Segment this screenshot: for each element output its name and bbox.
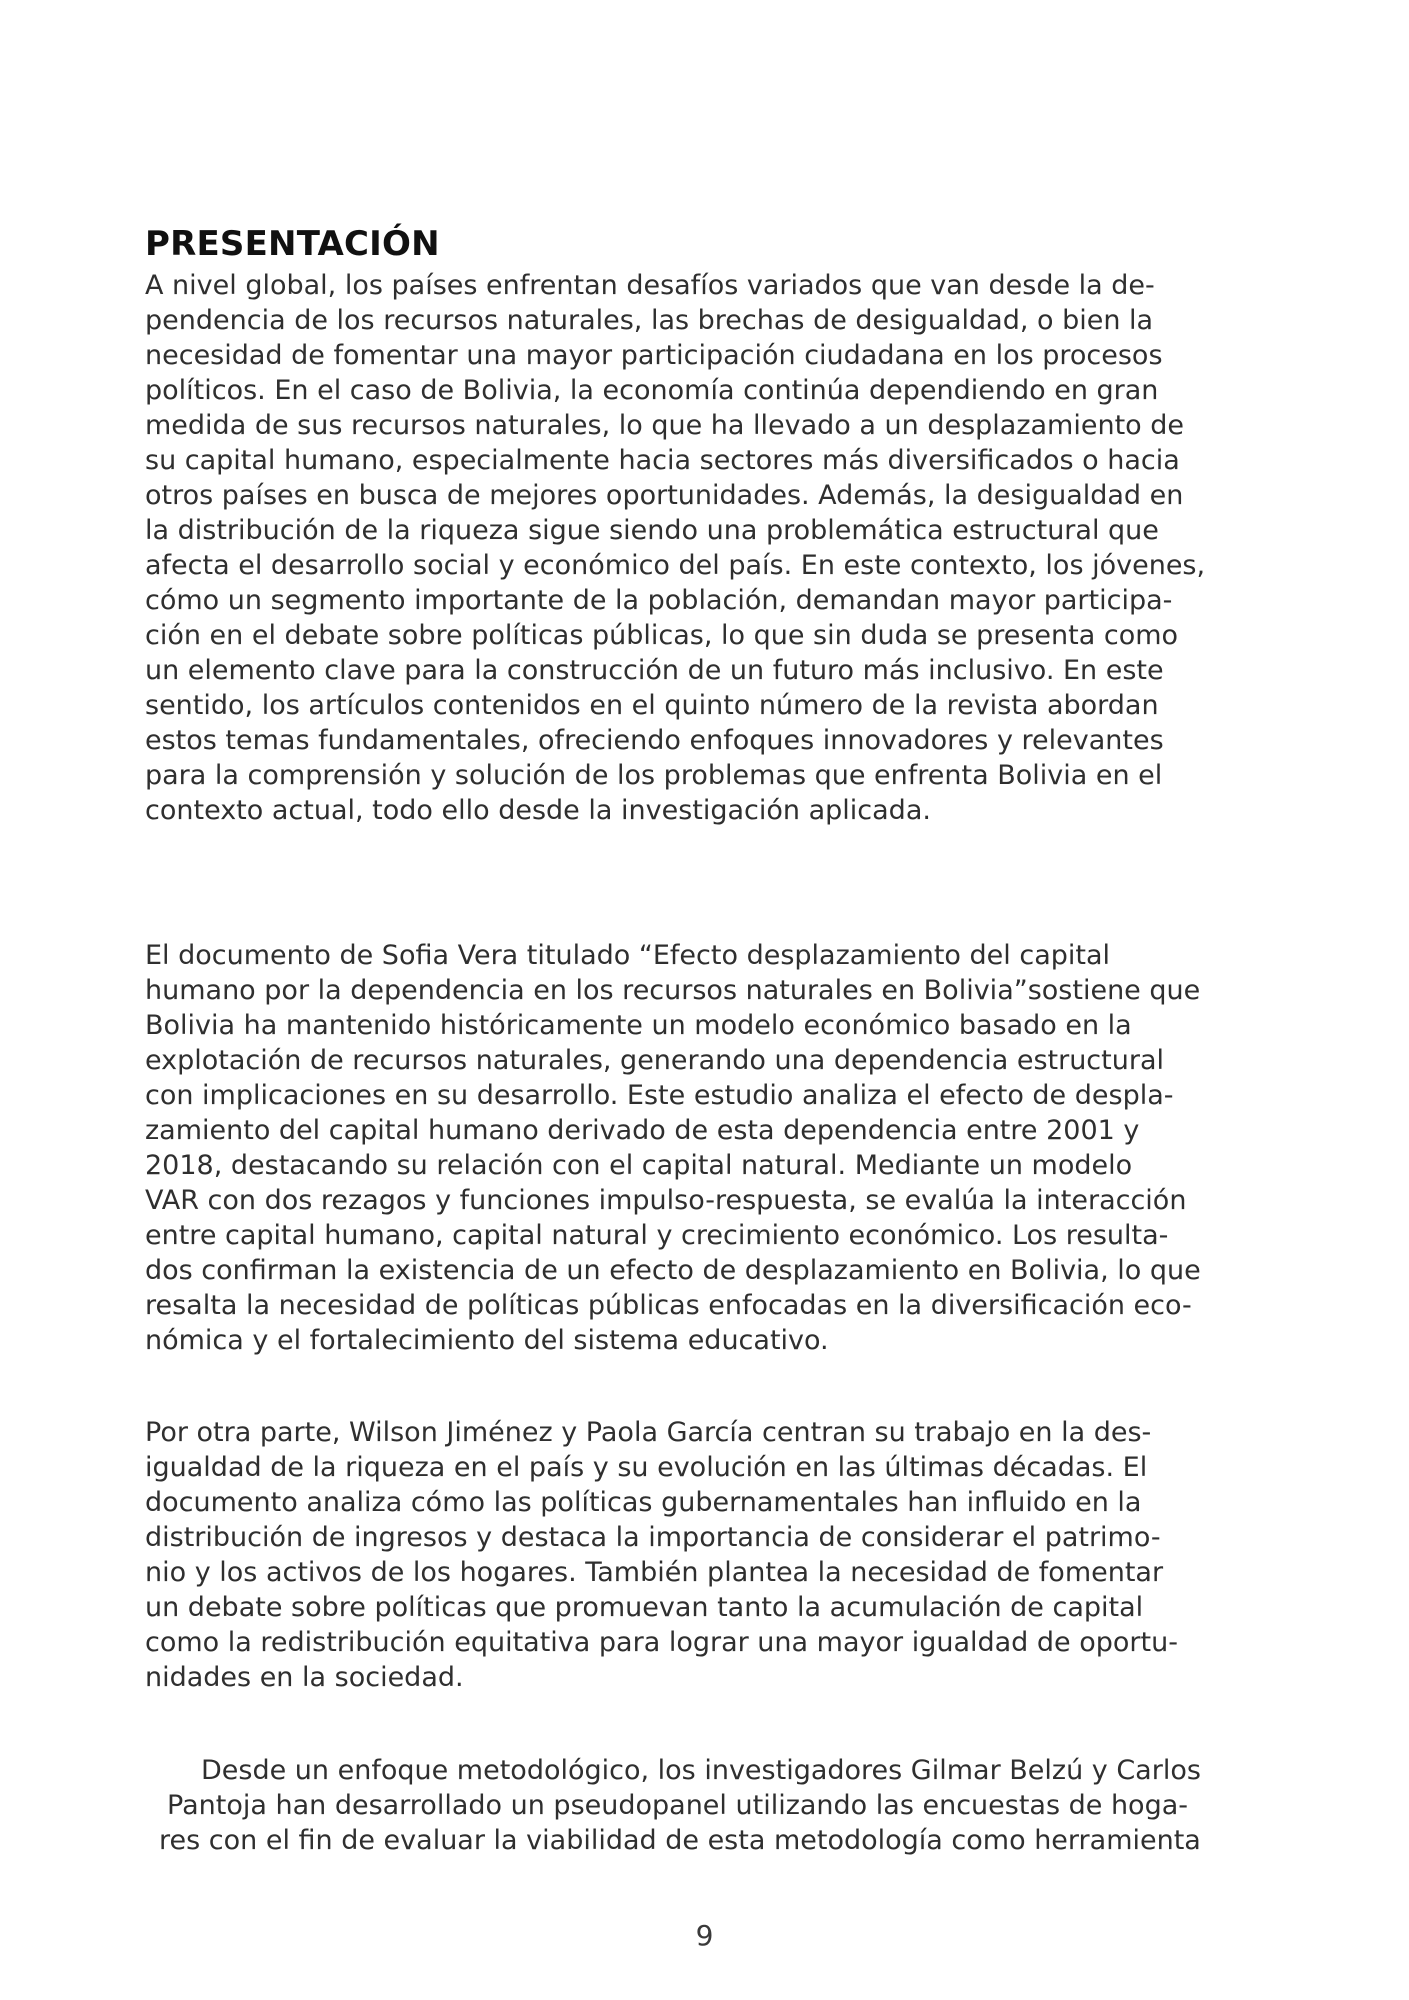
text-line: cómo un segmento importante de la población, demandan mayor participa- (145, 585, 1173, 616)
text-line: Desde un enfoque metodológico, los investigadores Gilmar Belzú y Carlos (201, 1755, 1201, 1786)
text-line: nio y los activos de los hogares. También plantea la necesidad de fomentar (145, 1557, 1164, 1588)
section-heading: PRESENTACIÓN (145, 224, 440, 264)
text-line: afecta el desarrollo social y económico del país. En este contexto, los jóvenes, (145, 550, 1206, 581)
jimenez-garcia-paragraph (145, 1415, 1178, 1695)
text-line: políticos. En el caso de Bolivia, la economía continúa dependiendo en gran (145, 375, 1159, 406)
text-line: necesidad de fomentar una mayor participación ciudadana en los procesos (145, 340, 1163, 371)
text-line: igualdad de la riqueza en el país y su evolución en las últimas décadas. El (145, 1452, 1148, 1483)
text-line: resalta la necesidad de políticas públicas enfocadas en la diversificación eco- (145, 1290, 1192, 1321)
text-line: A nivel global, los países enfrentan desafíos variados que van desde la de- (145, 270, 1155, 301)
text-line: Pantoja han desarrollado un pseudopanel utilizando las encuestas de hoga- (167, 1790, 1189, 1821)
text-line: la distribución de la riqueza sigue siendo una problemática estructural que (145, 515, 1159, 546)
text-line: Bolivia ha mantenido históricamente un modelo económico basado en la (145, 1010, 1132, 1041)
text-line: pendencia de los recursos naturales, las brechas de desigualdad, o bien la (145, 305, 1154, 336)
page-number: 9 (695, 1919, 714, 1952)
text-line: dos confirman la existencia de un efecto de desplazamiento en Bolivia, lo que (145, 1255, 1201, 1286)
text-line: El documento de Sofia Vera titulado “Efecto desplazamiento del capital (145, 940, 1111, 971)
text-line: nidades en la sociedad. (145, 1662, 464, 1693)
text-line: para la comprensión y solución de los problemas que enfrenta Bolivia en el (145, 760, 1163, 791)
text-line: un elemento clave para la construcción de un futuro más inclusivo. En este (145, 655, 1164, 686)
text-line: contexto actual, todo ello desde la investigación aplicada. (145, 795, 931, 826)
text-line: con implicaciones en su desarrollo. Este estudio analiza el efecto de despla- (145, 1080, 1174, 1111)
belzu-pantoja-paragraph (145, 1753, 1201, 1858)
text-line: medida de sus recursos naturales, lo que ha llevado a un desplazamiento de (145, 410, 1185, 441)
text-line: humano por la dependencia en los recursos naturales en Bolivia”sostiene que (145, 975, 1201, 1006)
text-line: explotación de recursos naturales, generando una dependencia estructural (145, 1045, 1164, 1076)
text-line: un debate sobre políticas que promuevan tanto la acumulación de capital (145, 1592, 1144, 1623)
text-line: 2018, destacando su relación con el capital natural. Mediante un modelo (145, 1150, 1133, 1181)
intro-paragraph (145, 268, 1205, 828)
text-line: documento analiza cómo las políticas gubernamentales han influido en la (145, 1487, 1142, 1518)
text-line: res con el fin de evaluar la viabilidad de esta metodología como herramienta (159, 1825, 1201, 1856)
text-line: distribución de ingresos y destaca la importancia de considerar el patrimo- (145, 1522, 1161, 1553)
text-line: su capital humano, especialmente hacia sectores más diversificados o hacia (145, 445, 1180, 476)
text-line: como la redistribución equitativa para lograr una mayor igualdad de oportu- (145, 1627, 1178, 1658)
text-line: ción en el debate sobre políticas públicas, lo que sin duda se presenta como (145, 620, 1179, 651)
text-line: VAR con dos rezagos y funciones impulso-respuesta, se evalúa la interacción (145, 1185, 1187, 1216)
text-line: Por otra parte, Wilson Jiménez y Paola García centran su trabajo en la des- (145, 1417, 1152, 1448)
text-line: otros países en busca de mejores oportunidades. Además, la desigualdad en (145, 480, 1184, 511)
text-line: sentido, los artículos contenidos en el quinto número de la revista abordan (145, 690, 1159, 721)
text-line: zamiento del capital humano derivado de esta dependencia entre 2001 y (145, 1115, 1140, 1146)
vera-paragraph (145, 938, 1201, 1358)
text-line: entre capital humano, capital natural y crecimiento económico. Los resulta- (145, 1220, 1169, 1251)
text-line: estos temas fundamentales, ofreciendo enfoques innovadores y relevantes (145, 725, 1164, 756)
text-line: nómica y el fortalecimiento del sistema educativo. (145, 1325, 829, 1356)
